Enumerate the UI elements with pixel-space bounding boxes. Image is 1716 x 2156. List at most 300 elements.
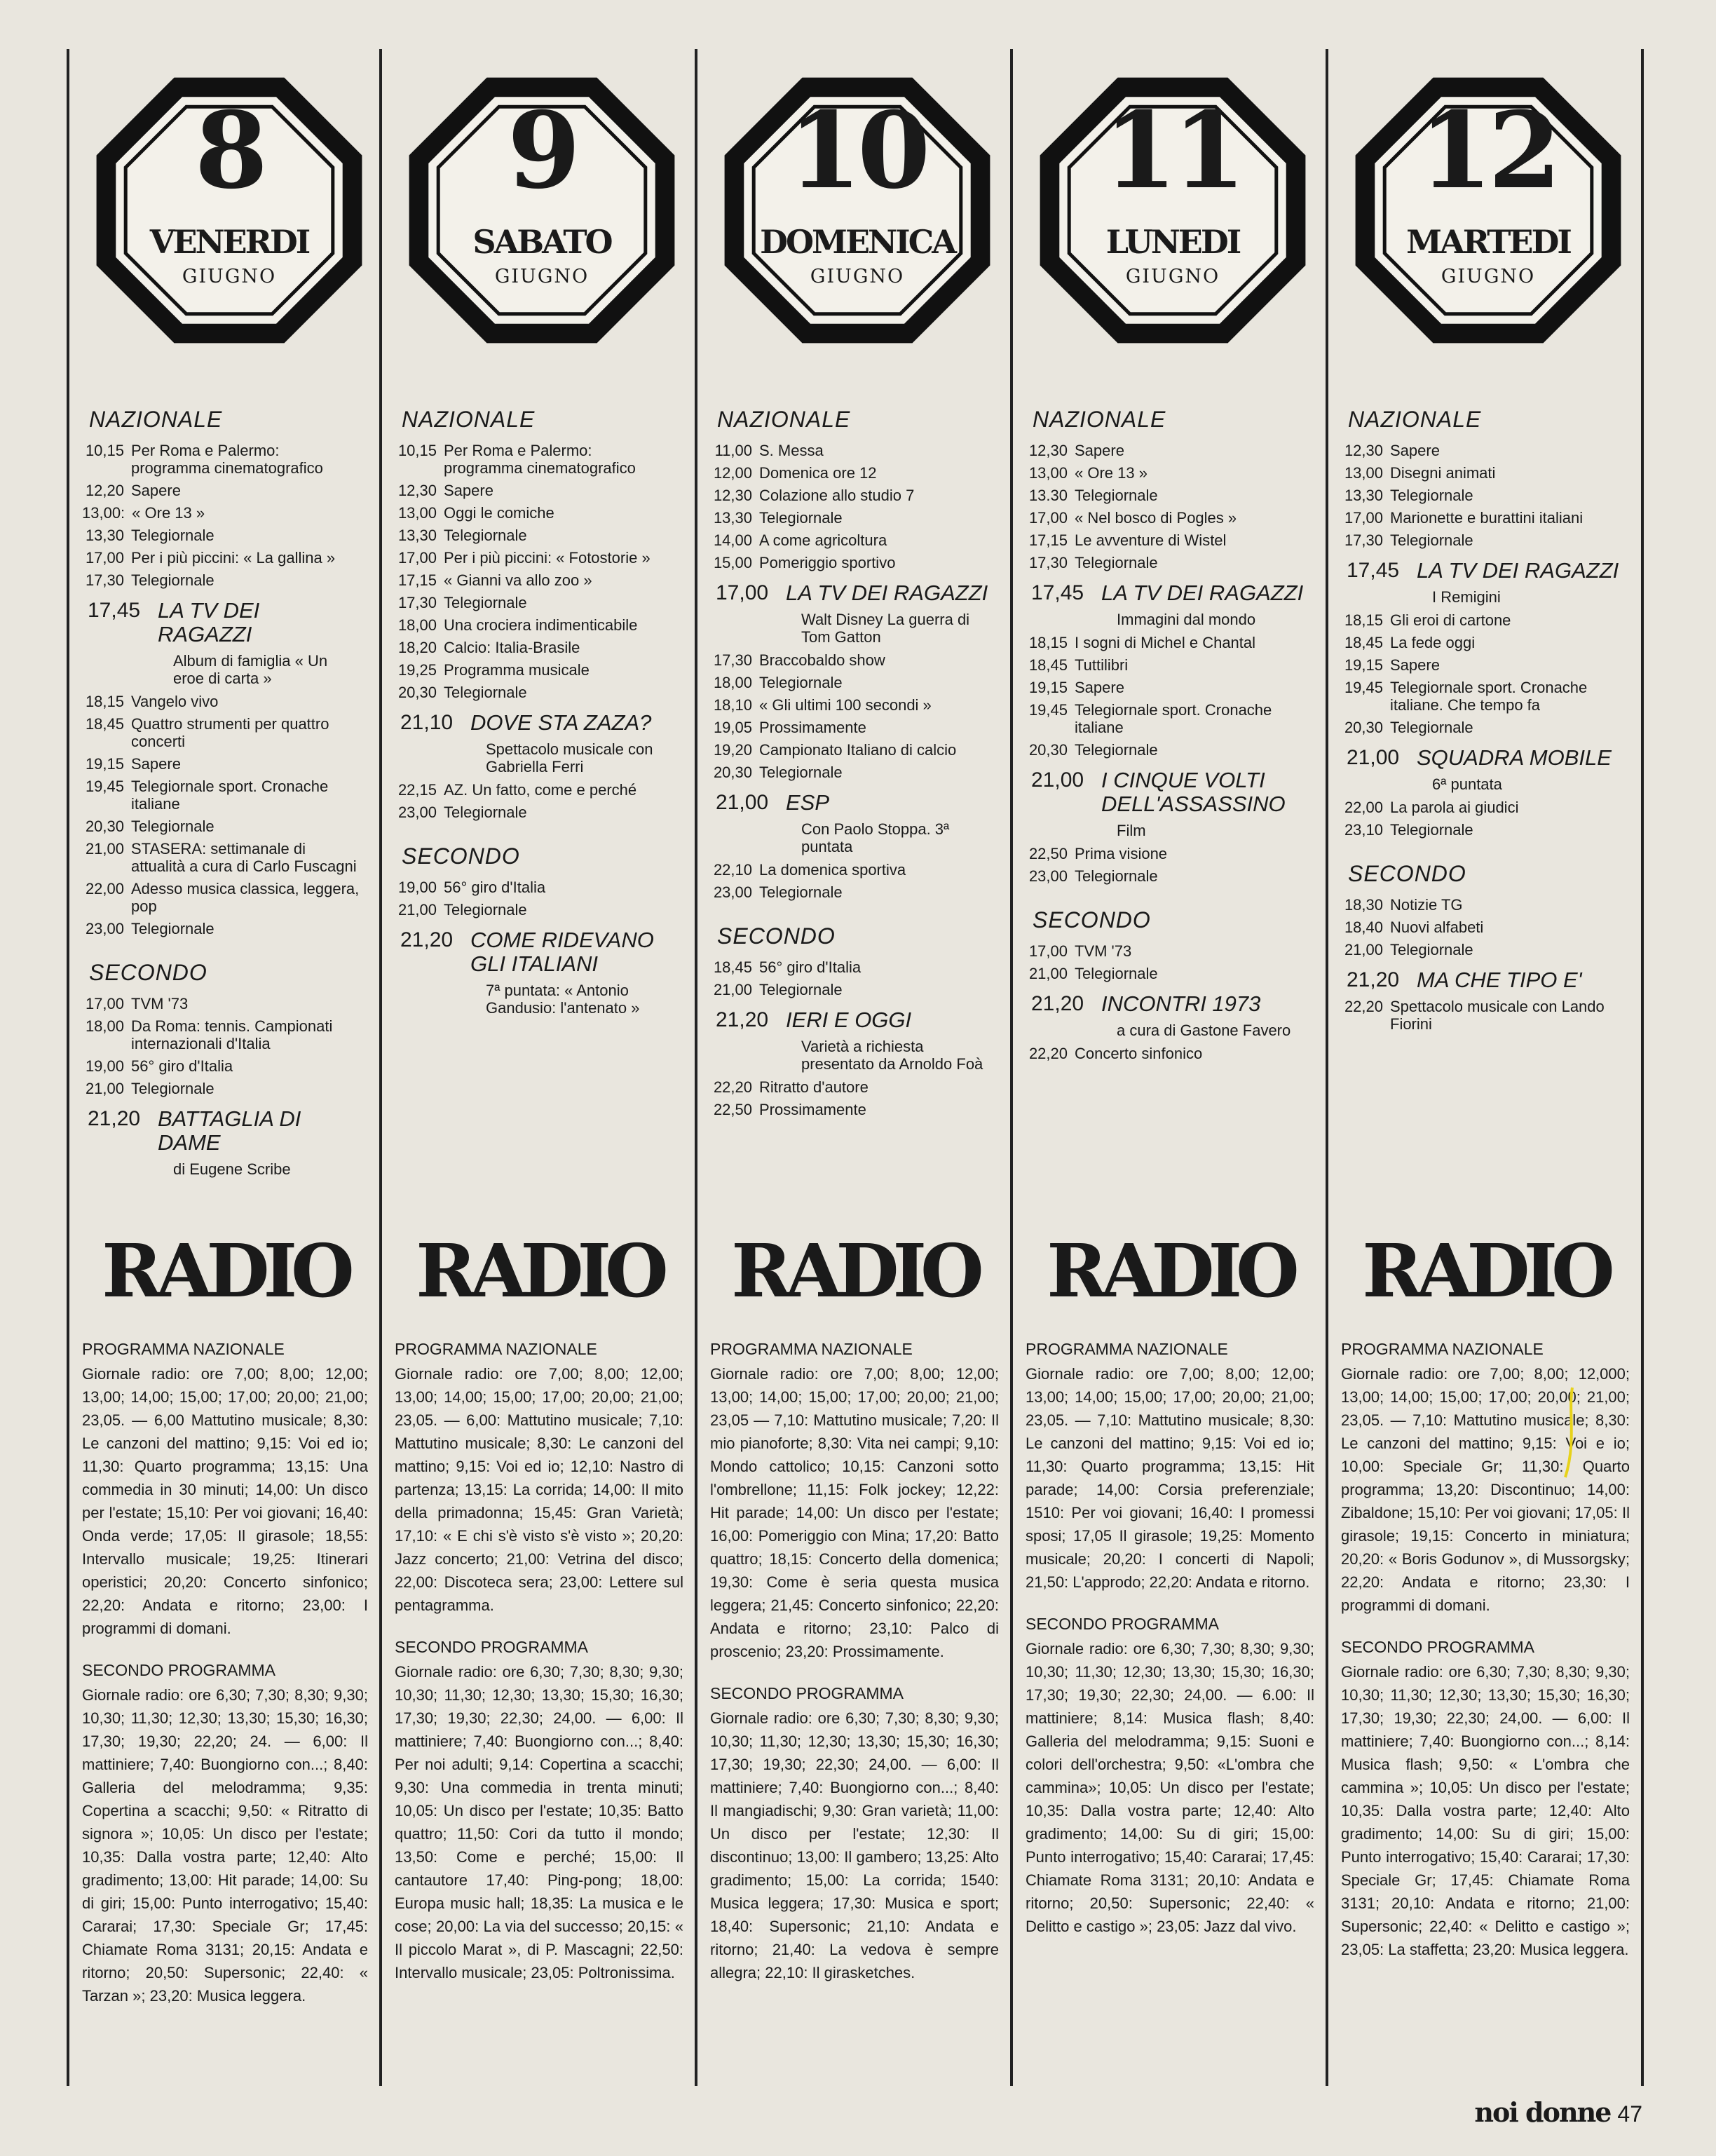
program-row xyxy=(395,527,683,544)
program-title: TVM '73 xyxy=(1075,942,1132,960)
program-row xyxy=(82,920,368,937)
program-time: 21,20 xyxy=(1347,968,1400,991)
program-time: 17,00 xyxy=(1028,942,1068,960)
program-time: 18,15 xyxy=(85,693,124,710)
program-title: Calcio: Italia-Brasile xyxy=(444,639,580,656)
program-time: 17,15 xyxy=(397,571,437,589)
program-row xyxy=(1026,741,1314,759)
program-time: 15,00 xyxy=(713,554,752,571)
program-row xyxy=(1026,581,1314,605)
program-row xyxy=(1341,746,1630,770)
program-title: Telegiornale xyxy=(1075,965,1158,982)
program-row xyxy=(82,527,368,544)
program-time: 17,00 xyxy=(85,995,124,1012)
program-subtitle: Spettacolo musicale con Gabriella Ferri xyxy=(486,740,653,775)
program-row xyxy=(1026,464,1314,482)
program-title: « Ore 13 » xyxy=(132,504,205,522)
program-time: 19,15 xyxy=(1028,679,1068,696)
program-row xyxy=(395,661,683,679)
program-title: Telegiornale xyxy=(1390,941,1473,958)
program-time: 22,10 xyxy=(713,861,752,879)
page-number: 47 xyxy=(1617,2101,1642,2127)
program-row xyxy=(710,719,999,736)
radio-title: RADIO xyxy=(1362,1228,1609,1314)
program-time: 21,00 xyxy=(1028,965,1068,982)
program-title: Le avventure di Wistel xyxy=(1075,531,1227,549)
program-title: « Nel bosco di Pogles » xyxy=(1075,509,1237,527)
program-row xyxy=(710,981,999,998)
program-row xyxy=(82,504,368,522)
program-row xyxy=(82,1080,368,1097)
program-title: Disegni animati xyxy=(1390,464,1496,482)
program-title: Telegiornale xyxy=(444,594,527,611)
program-title: Per Roma e Palermo: programma cinematografico xyxy=(444,442,636,477)
program-title: Sapere xyxy=(1390,656,1440,674)
program-row xyxy=(1341,464,1630,482)
program-row xyxy=(1341,968,1630,992)
program-row xyxy=(1026,487,1314,504)
radio-heading-secondo: SECONDO PROGRAMMA xyxy=(395,1638,589,1656)
program-row xyxy=(710,464,999,482)
program-time: 22,15 xyxy=(397,781,437,799)
program-time: 17,30 xyxy=(85,571,124,589)
program-title: Quattro strumenti per quattro concerti xyxy=(131,715,329,750)
program-title: Telegiornale xyxy=(759,883,843,901)
program-row xyxy=(395,639,683,656)
radio-heading-nazionale: PROGRAMMA NAZIONALE xyxy=(1341,1340,1544,1358)
program-row xyxy=(1026,768,1314,816)
program-row xyxy=(395,442,683,477)
program-feature-title: LA TV DEI RAGAZZI xyxy=(786,581,988,605)
program-row xyxy=(710,554,999,571)
program-row xyxy=(1341,442,1630,459)
program-row xyxy=(710,651,999,669)
channel-heading-nazionale: NAZIONALE xyxy=(89,407,223,432)
program-row xyxy=(82,818,368,835)
program-row xyxy=(1341,998,1630,1033)
program-time: 21,00 xyxy=(713,981,752,998)
program-row xyxy=(82,778,368,813)
date-badge xyxy=(1026,63,1320,358)
program-row xyxy=(395,594,683,611)
program-row xyxy=(1026,679,1314,696)
channel-heading-nazionale: NAZIONALE xyxy=(1033,407,1166,432)
program-time: 22,00 xyxy=(85,880,124,897)
program-time: 17,00 xyxy=(716,581,769,604)
program-title: Sapere xyxy=(1390,442,1440,459)
program-title: Telegiornale xyxy=(1075,487,1158,504)
program-time: 21,20 xyxy=(400,928,454,951)
program-time: 23,00 xyxy=(713,883,752,901)
program-row xyxy=(1026,845,1314,862)
program-title: Telegiornale xyxy=(444,684,527,701)
program-title: Per Roma e Palermo: programma cinematografico xyxy=(131,442,323,477)
program-row xyxy=(1341,799,1630,816)
program-time: 19,25 xyxy=(397,661,437,679)
program-title: La domenica sportiva xyxy=(759,861,906,879)
program-time: 18,45 xyxy=(85,715,124,733)
weekday: MARTEDI xyxy=(1406,223,1570,261)
program-time: 18,00 xyxy=(713,674,752,691)
radio-text-nazionale: Giornale radio: ore 7,00; 8,00; 12,00; 13,00; 14,00; 15,00; 17,00; 20,00; 21,00; 23,05. — 7,10: Mattutino musicale; 8,30: Le canzoni del mattino; 9,15: Voi ed io; 11,30: Quarto programma; 13,15: Hit parade; 14,00: Corsia preferenziale; 1510: Per voi giovani; 16,40: I promessi sposi; 17,05 Il girasole; 19,25: Momento musicale; 20,20: I concerti di Napoli; 21,50: L'approdo; 22,20: Andata e ritorno. xyxy=(1026,1365,1314,1591)
program-title: Ritratto d'autore xyxy=(759,1078,869,1096)
program-title: Telegiornale xyxy=(131,1080,214,1097)
program-time: 12,00 xyxy=(713,464,752,482)
radio-text-secondo: Giornale radio: ore 6,30; 7,30; 8,30; 9,30; 10,30; 11,30; 12,30; 13,30; 15,30; 16,30; 17,30; 19,30; 22,30; 24,00. — 6.00: Il mattiniere; 8,14: Musica flash; 8,40: Galleria del melodramma; 9,15: Suoni e colori dell'orchestra; 9,50: «L'ombra che cammina»; 10,05: Un disco per l'estate; 10,35: Dalla vostra parte; 12,40: Alto gradimento; 14,00: Su di giri; 15,00: Punto interrogativo; 15,40: Cararai; 17,45: Chiamate Roma 3131; 20,10: Andata e ritorno; 20,50: Supersonic; 22,40: « Delitto e castigo »; 23,05: Jazz dal vivo. xyxy=(1026,1640,1314,1935)
day-column-2 xyxy=(697,49,1013,2086)
program-row xyxy=(82,599,368,646)
program-row xyxy=(1341,634,1630,651)
program-row xyxy=(1341,679,1630,714)
channel-heading-secondo: SECONDO xyxy=(402,843,520,869)
program-title: Nuovi alfabeti xyxy=(1390,918,1484,936)
program-row xyxy=(82,995,368,1012)
program-time: 13.30 xyxy=(1028,487,1068,504)
radio-heading-nazionale: PROGRAMMA NAZIONALE xyxy=(710,1340,913,1358)
program-row xyxy=(82,571,368,589)
program-title: Telegiornale xyxy=(131,527,214,544)
day-column-4 xyxy=(1328,49,1644,2086)
program-title: Telegiornale xyxy=(1075,741,1158,759)
program-time: 18,45 xyxy=(1344,634,1383,651)
weekday: SABATO xyxy=(472,223,611,261)
program-title: Sapere xyxy=(1075,679,1124,696)
program-row xyxy=(1341,941,1630,958)
day-column-3 xyxy=(1013,49,1328,2086)
program-row xyxy=(395,684,683,701)
program-time: 17,30 xyxy=(1344,531,1383,549)
program-time: 19,00 xyxy=(397,879,437,896)
program-row xyxy=(1026,965,1314,982)
program-title: Telegiornale xyxy=(759,764,843,781)
program-time: 19,45 xyxy=(85,778,124,795)
program-title: Gli eroi di cartone xyxy=(1390,611,1511,629)
program-title: Telegiornale xyxy=(131,818,214,835)
day-number: 12 xyxy=(1419,89,1558,212)
program-row xyxy=(395,781,683,799)
program-title: La fede oggi xyxy=(1390,634,1476,651)
program-time: 18,45 xyxy=(713,958,752,976)
program-row xyxy=(710,741,999,759)
program-row xyxy=(1341,656,1630,674)
program-title: STASERA: settimanale di attualità a cura di Carlo Fuscagni xyxy=(131,840,357,875)
program-title: Vangelo vivo xyxy=(131,693,219,710)
program-title: Adesso musica classica, leggera, pop xyxy=(131,880,360,915)
program-title: Telegiornale xyxy=(1075,554,1158,571)
program-row xyxy=(1341,896,1630,914)
day-number: 8 xyxy=(194,89,264,212)
program-title: Telegiornale xyxy=(1075,867,1158,885)
program-time: 21,00 xyxy=(85,840,124,857)
program-row xyxy=(710,861,999,879)
program-time: 13,30 xyxy=(1344,487,1383,504)
program-row xyxy=(710,509,999,527)
radio-text-secondo: Giornale radio: ore 6,30; 7,30; 8,30; 9,30; 10,30; 11,30; 12,30; 13,30; 15,30; 16,30; 17,30; 19,30; 22,30; 24,00. — 6,00: Il mattiniere; 7,40: Buongiorno con...; 8,14: Musica flash; 9,50: « L'ombra che cammina »; 10,05: Un disco per l'estate; 10,35: Dalla vostra parte; 12,40: Alto gradimento; 14,00: Su di giri; 15,00: Punto interrogativo; 15,40: Cararai; 17,30: Speciale Gr; 17,45: Chiamate Roma 3131; 20,10: Andata e ritorno; 21,00: Supersonic; 22,40: « Delitto e castigo »; 23,05: La staffetta; 23,20: Musica leggera. xyxy=(1341,1663,1630,1958)
program-row xyxy=(1026,867,1314,885)
program-time: 19,15 xyxy=(1344,656,1383,674)
program-time: 18,30 xyxy=(1344,896,1383,914)
program-row xyxy=(1341,559,1630,583)
program-feature-title: ESP xyxy=(786,790,830,815)
program-time: 22,20 xyxy=(713,1078,752,1096)
day-number: 10 xyxy=(788,89,927,212)
program-time: 11,00 xyxy=(714,442,752,459)
program-time: 19,20 xyxy=(713,741,752,759)
program-title: Da Roma: tennis. Campionati internazionali d'Italia xyxy=(131,1017,333,1052)
month: GIUGNO xyxy=(1441,266,1536,287)
month: GIUGNO xyxy=(494,266,590,287)
program-subtitle: I Remigini xyxy=(1432,588,1501,606)
program-row xyxy=(710,958,999,976)
program-title: A come agricoltura xyxy=(759,531,887,549)
program-time: 17,15 xyxy=(1028,531,1068,549)
program-time: 23,00 xyxy=(1028,867,1068,885)
program-subtitle: di Eugene Scribe xyxy=(173,1160,291,1178)
radio-text-secondo: Giornale radio: ore 6,30; 7,30; 8,30; 9,30; 10,30; 11,30; 12,30; 13,30; 15,30; 16,30; 17,30; 19,30; 22,20; 24. — 6,00: Il mattiniere; 7,40: Buongiorno con...; 8,40: Galleria del melodramma; 9,35: Copertina a scacchi; 9,50: « Ritratto di signora »; 10,05: Un disco per l'estate; 10,35: Dalla vostra parte; 12,40: Alto gradimento; 13,00: Hit parade; 14,00: Su di giri; 15,00: Punto interrogativo; 15,40: Cararai; 17,30: Speciale Gr; 17,45: Chiamate Roma 3131; 20,15: Andata e ritorno; 20,50: Supersonic; 22,40: « Tarzan »; 23,20: Musica leggera. xyxy=(82,1686,368,2005)
program-row xyxy=(710,674,999,691)
program-title: Telegiornale xyxy=(759,981,843,998)
program-row xyxy=(1026,942,1314,960)
program-row xyxy=(1341,918,1630,936)
day-number: 11 xyxy=(1103,89,1242,212)
program-time: 23,00 xyxy=(397,804,437,821)
tv-radio-schedule xyxy=(67,49,1644,2086)
radio-title: RADIO xyxy=(731,1228,978,1314)
program-feature-title: INCONTRI 1973 xyxy=(1101,991,1261,1016)
program-time: 22,50 xyxy=(713,1101,752,1118)
program-title: « Gli ultimi 100 secondi » xyxy=(759,696,932,714)
program-row xyxy=(710,531,999,549)
program-time: 20,30 xyxy=(1344,719,1383,736)
program-time: 21,00 xyxy=(85,1080,124,1097)
program-time: 19,45 xyxy=(1344,679,1383,696)
program-time: 10,15 xyxy=(85,442,124,459)
program-title: I sogni di Michel e Chantal xyxy=(1075,634,1256,651)
program-row xyxy=(1026,1045,1314,1062)
program-row xyxy=(395,879,683,896)
program-time: 21,20 xyxy=(1031,992,1084,1015)
program-title: Telegiornale xyxy=(131,920,214,937)
program-row xyxy=(1026,442,1314,459)
program-time: 13,00: xyxy=(82,504,125,522)
program-row xyxy=(82,715,368,750)
program-time: 10,15 xyxy=(397,442,437,459)
program-row xyxy=(710,764,999,781)
program-title: Telegiornale xyxy=(444,804,527,821)
radio-title: RADIO xyxy=(416,1228,662,1314)
program-title: Per i più piccini: « Fotostorie » xyxy=(444,549,651,567)
program-title: Braccobaldo show xyxy=(759,651,885,669)
program-title: Campionato Italiano di calcio xyxy=(759,741,957,759)
program-title: Telegiornale sport. Cronache italiane xyxy=(1075,701,1272,736)
day-number: 9 xyxy=(507,89,577,212)
program-row xyxy=(1341,509,1630,527)
program-time: 20,30 xyxy=(1028,741,1068,759)
program-title: Sapere xyxy=(131,482,181,499)
program-title: Colazione allo studio 7 xyxy=(759,487,915,504)
program-time: 18,10 xyxy=(713,696,752,714)
program-row xyxy=(710,581,999,605)
magazine-logo: noi donne xyxy=(1474,2096,1611,2128)
radio-heading-secondo: SECONDO PROGRAMMA xyxy=(82,1661,276,1679)
program-row xyxy=(395,616,683,634)
program-subtitle: 6ª puntata xyxy=(1432,775,1502,793)
program-row xyxy=(395,804,683,821)
program-time: 18,45 xyxy=(1028,656,1068,674)
program-time: 18,40 xyxy=(1344,918,1383,936)
radio-text-nazionale: Giornale radio: ore 7,00; 8,00; 12,00; 13,00; 14,00; 15,00; 17,00; 20,00; 21,00; 23,05 — 7,10: Mattutino musicale; 7,20: Il mio pianoforte; 8,30: Vita nei campi; 9,10: Mondo cattolico; 10,15: Canzoni sotto l'ombrellone; 11,15: Folk jockey; 12,22: Hit parade; 14,00: Un disco per l'estate; 16,00: Pomeriggio con Mina; 17,20: Batto quattro; 18,15: Concerto della domenica; 19,30: Come è seria questa musica leggera; 21,45: Concerto sinfonico; 22,20: Andata e ritorno; 23,10: Palco di proscenio; 23,20: Prossimamente. xyxy=(710,1365,999,1660)
program-row xyxy=(1341,487,1630,504)
program-row xyxy=(395,549,683,567)
program-subtitle: Film xyxy=(1117,822,1146,839)
program-row xyxy=(1341,821,1630,839)
program-time: 21,00 xyxy=(716,791,769,814)
program-row xyxy=(1026,656,1314,674)
tv-schedule xyxy=(710,398,999,1219)
program-time: 17,00 xyxy=(1028,509,1068,527)
program-row xyxy=(82,755,368,773)
program-title: TVM '73 xyxy=(131,995,189,1012)
program-row xyxy=(395,482,683,499)
date-badge xyxy=(82,63,376,358)
program-row xyxy=(710,696,999,714)
program-title: Programma musicale xyxy=(444,661,590,679)
program-title: Telegiornale xyxy=(444,527,527,544)
program-time: 22,00 xyxy=(1344,799,1383,816)
program-time: 13,30 xyxy=(85,527,124,544)
program-time: 19,15 xyxy=(85,755,124,773)
program-time: 19,05 xyxy=(713,719,752,736)
program-title: Notizie TG xyxy=(1390,896,1463,914)
program-time: 12,20 xyxy=(85,482,124,499)
program-title: AZ. Un fatto, come e perché xyxy=(444,781,637,799)
program-time: 17,30 xyxy=(713,651,752,669)
radio-title: RADIO xyxy=(1047,1228,1293,1314)
program-time: 17,45 xyxy=(1031,581,1084,604)
tv-schedule xyxy=(1341,398,1630,1219)
program-time: 22,20 xyxy=(1028,1045,1068,1062)
radio-text-secondo: Giornale radio: ore 6,30; 7,30; 8,30; 9,30; 10,30; 11,30; 12,30; 13,30; 15,30; 16,30; 17,30; 19,30; 22,30; 24,00. — 6,00: Il mattiniere; 7,40: Buongiorno con...; 8,40: Il mangiadischi; 9,30: Gran varietà; 11,00: Un disco per l'estate; 12,30: Il discontinuo; 13,00: Il gambero; 13,25: Alto gradimento; 15,00: La corrida; 1540: Musica leggera; 17,30: Musica e sport; 18,40: Supersonic; 21,10: Andata e ritorno; 21,40: La vedova è sempre allegra; 22,10: Il girasketches. xyxy=(710,1709,999,1981)
tv-schedule xyxy=(1026,398,1314,1219)
program-feature-title: LA TV DEI RAGAZZI xyxy=(158,598,260,646)
program-subtitle: Album di famiglia « Un eroe di carta » xyxy=(173,652,328,687)
radio-title: RADIO xyxy=(102,1228,348,1314)
program-time: 21,00 xyxy=(1344,941,1383,958)
program-time: 23,00 xyxy=(85,920,124,937)
channel-heading-nazionale: NAZIONALE xyxy=(717,407,851,432)
program-time: 20,30 xyxy=(713,764,752,781)
program-feature-title: COME RIDEVANO GLI ITALIANI xyxy=(470,928,654,976)
program-subtitle: Immagini dal mondo xyxy=(1117,611,1256,628)
program-feature-title: IERI E OGGI xyxy=(786,1008,912,1032)
program-subtitle: a cura di Gastone Favero xyxy=(1117,1022,1291,1039)
program-time: 21,20 xyxy=(716,1008,769,1031)
tv-schedule xyxy=(395,398,683,1219)
program-row xyxy=(710,487,999,504)
program-time: 19,45 xyxy=(1028,701,1068,719)
radio-heading-nazionale: PROGRAMMA NAZIONALE xyxy=(82,1340,285,1358)
program-title: Marionette e burattini italiani xyxy=(1390,509,1584,527)
program-row xyxy=(710,1008,999,1032)
radio-text-nazionale: Giornale radio: ore 7,00; 8,00; 12,00; 13,00; 14,00; 15,00; 17,00; 20,00; 21,00; 23,05. — 6,00: Mattutino musicale; 7,10: Mattutino musicale; 8,30: Le canzoni del mattino; 9,15: Voi ed io; 12,10: Nastro di partenza; 13,15: La corrida; 14,00: Il mito della primadonna; 15,45: Gran Varietà; 17,10: « E chi s'è visto s'è visto »; 20,20: Jazz concerto; 21,00: Vetrina del disco; 22,00: Discoteca sera; 23,00: Lettere sul pentagramma. xyxy=(395,1365,683,1614)
program-time: 13,00 xyxy=(1028,464,1068,482)
program-title: Telegiornale xyxy=(131,571,214,589)
program-time: 17,45 xyxy=(88,599,141,622)
program-row xyxy=(1026,634,1314,651)
weekday: DOMENICA xyxy=(760,223,955,261)
program-title: Domenica ore 12 xyxy=(759,464,877,482)
program-subtitle: 7ª puntata: « Antonio Gandusio: l'antenato » xyxy=(486,982,640,1017)
program-time: 18,00 xyxy=(397,616,437,634)
program-title: Pomeriggio sportivo xyxy=(759,554,896,571)
program-title: 56° giro d'Italia xyxy=(131,1057,233,1075)
program-title: Telegiornale xyxy=(1390,487,1473,504)
date-badge xyxy=(710,63,1005,358)
program-feature-title: LA TV DEI RAGAZZI xyxy=(1101,581,1304,605)
program-title: Telegiornale xyxy=(759,509,843,527)
program-row xyxy=(395,504,683,522)
month: GIUGNO xyxy=(182,266,277,287)
program-time: 18,15 xyxy=(1344,611,1383,629)
program-title: S. Messa xyxy=(759,442,824,459)
program-title: « Gianni va allo zoo » xyxy=(444,571,592,589)
program-feature-title: BATTAGLIA DI DAME xyxy=(158,1106,301,1155)
date-badge xyxy=(395,63,689,358)
program-subtitle: Varietà a richiesta presentato da Arnoldo Foà xyxy=(801,1038,983,1073)
program-time: 21,10 xyxy=(400,711,454,734)
program-title: Tuttilibri xyxy=(1075,656,1129,674)
program-row xyxy=(82,549,368,567)
program-row xyxy=(395,711,683,735)
program-title: Sapere xyxy=(131,755,181,773)
program-time: 12,30 xyxy=(1028,442,1068,459)
program-title: Telegiornale sport. Cronache italiane. Che tempo fa xyxy=(1390,679,1588,714)
program-title: Telegiornale xyxy=(1390,719,1473,736)
program-row xyxy=(1026,701,1314,736)
program-row xyxy=(1341,719,1630,736)
program-row xyxy=(710,442,999,459)
program-row xyxy=(710,1101,999,1118)
radio-text-secondo: Giornale radio: ore 6,30; 7,30; 8,30; 9,30; 10,30; 11,30; 12,30; 13,30; 15,30; 16,30; 17,30; 19,30; 22,30; 24,00. — 6,00: Il mattiniere; 7,40: Buongiorno con...; 8,40: Per noi adulti; 9,14: Copertina a scacchi; 9,30: Una commedia in trenta minuti; 10,05: Un disco per l'estate; 10,35: Batto quattro; 11,50: Cori da tutto il mondo; 13,50: Come e perché; 15,00: Il cantautore 17,40: Ping-pong; 18,00: Europa music hall; 18,35: La musica e le cose; 20,00: La via del successo; 20,15: « Il piccolo Marat », di P. Mascagni; 22,50: Intervallo musicale; 23,05: Poltronissima. xyxy=(395,1663,683,1981)
program-subtitle: Walt Disney La guerra di Tom Gatton xyxy=(801,611,970,646)
radio-heading-secondo: SECONDO PROGRAMMA xyxy=(1341,1638,1535,1656)
radio-text-nazionale: Giornale radio: ore 7,00; 8,00; 12,00; 13,00; 14,00; 15,00; 17,00; 20,00; 21,00; 23,05. — 6,00 Mattutino musicale; 8,30: Le canzoni del mattino; 9,15: Voi ed io; 11,30: Quarto programma; 13,15: Una commedia in 30 minuti; 14,00: Un disco per l'estate; 15,10: Per voi giovani; 16,40: Onda verde; 17,05: Il girasole; 18,55: Intervallo musicale; 19,25: Itinerari operistici; 20,20: Concerto sinfonico; 22,20: Andata e ritorno; 23,00: I programmi di domani. xyxy=(82,1365,368,1637)
program-feature-title: DOVE STA ZAZA? xyxy=(470,710,652,735)
program-row xyxy=(710,791,999,815)
month: GIUGNO xyxy=(1125,266,1220,287)
program-time: 21,00 xyxy=(397,901,437,918)
program-feature-title: LA TV DEI RAGAZZI xyxy=(1417,558,1619,583)
program-row xyxy=(710,883,999,901)
program-row xyxy=(82,1017,368,1052)
program-time: 18,15 xyxy=(1028,634,1068,651)
program-title: Telegiornale sport. Cronache italiane xyxy=(131,778,329,813)
weekday: LUNEDI xyxy=(1105,223,1240,261)
program-time: 17,00 xyxy=(397,549,437,567)
program-row xyxy=(1026,509,1314,527)
program-title: Telegiornale xyxy=(1390,821,1473,839)
day-column-1 xyxy=(382,49,697,2086)
program-time: 13,30 xyxy=(713,509,752,527)
program-time: 21,00 xyxy=(1031,768,1084,792)
program-time: 17,30 xyxy=(397,594,437,611)
program-title: Telegiornale xyxy=(444,901,527,918)
program-row xyxy=(82,880,368,915)
program-time: 18,00 xyxy=(85,1017,124,1035)
program-time: 22,20 xyxy=(1344,998,1383,1015)
program-title: Prossimamente xyxy=(759,719,866,736)
program-row xyxy=(710,1078,999,1096)
